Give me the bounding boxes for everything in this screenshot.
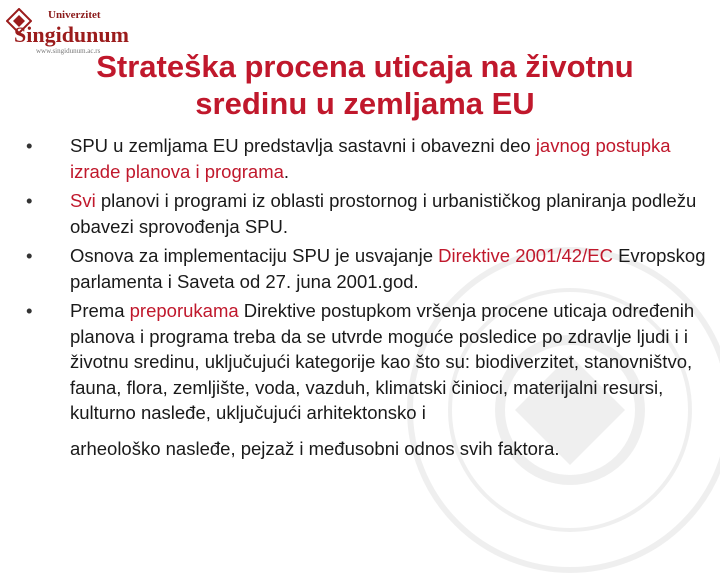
bullet-marker: • — [26, 245, 33, 266]
bullet-text: Prema — [70, 300, 130, 321]
bullet-item — [26, 243, 706, 294]
highlighted-text: preporukama — [129, 300, 239, 321]
bullet-text: Direktive postupkom vršenja procene uticaja određenih planova i programa treba da se utvrde moguće posledice po zdravlje ljudi i i životnu sredinu, uključujući kategorije kao što su: biodiverzitet, stanovništvo, fauna, flora, zemljište, voda, vazduh, klimatski činioci, materijalni resursi, kulturno nasleđe, uključujući arhitektonsko i — [70, 300, 695, 423]
bullet-item — [26, 298, 706, 461]
slide-title — [20, 48, 710, 122]
logo-name-text: Singidunum — [14, 22, 129, 47]
bullet-text: Evropskog parlamenta i Saveta od 27. juna 2001.god. — [70, 245, 706, 292]
bullet-marker: • — [26, 135, 33, 156]
bullet-marker: • — [26, 190, 33, 211]
logo-university-text: Univerzitet — [48, 9, 101, 21]
highlighted-text: Direktive 2001/42/EC — [438, 245, 613, 266]
bullet-item — [26, 188, 706, 239]
bullet-text: planovi i programi iz oblasti prostornog i urbanističkog planiranja podležu obavezi sprovođenja SPU. — [70, 190, 697, 237]
bullet-text: SPU u zemljama EU predstavlja sastavni i obavezni deo — [70, 135, 536, 156]
title-line-2: sredinu u zemljama EU — [195, 86, 535, 121]
highlighted-text: Svi — [70, 190, 96, 211]
logo-website-text: www.singidunum.ac.rs — [36, 47, 101, 55]
highlighted-text: javnog postupka izrade planova i programa — [70, 135, 671, 182]
bullet-text: Osnova za implementaciju SPU je usvajanje — [70, 245, 439, 266]
bullet-item — [26, 133, 706, 184]
bullet-list — [26, 133, 706, 465]
bullet-marker: • — [26, 300, 33, 321]
bullet-continuation-text: arheološko nasleđe, pejzaž i međusobni odnos svih faktora. — [70, 437, 560, 459]
bullet-text: . — [283, 160, 290, 182]
title-line-1: Strateška procena uticaja na životnu — [96, 49, 634, 84]
